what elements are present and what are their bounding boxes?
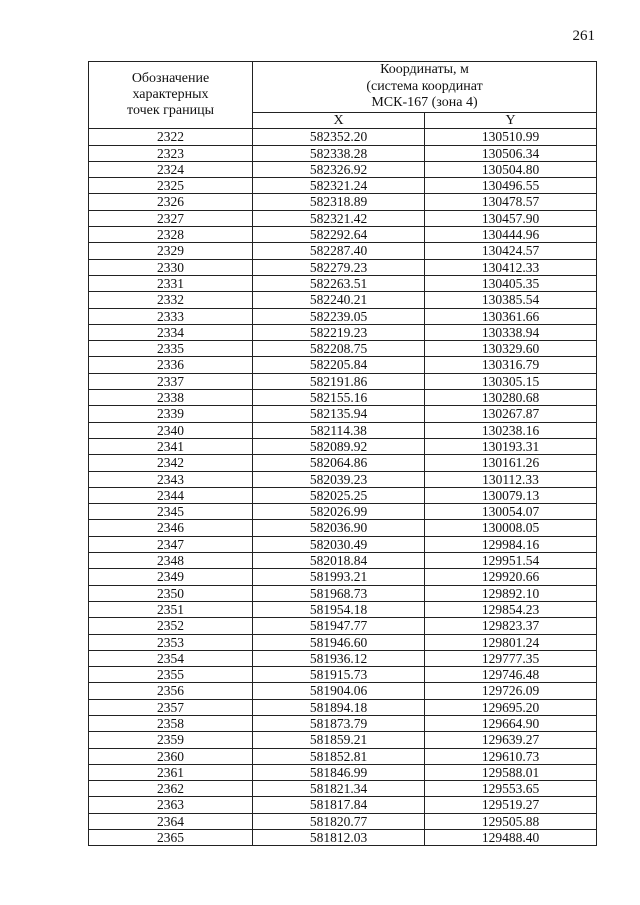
- y-coordinate-cell: 130510.99: [425, 129, 597, 145]
- table-row: [89, 487, 597, 503]
- x-coordinate-cell: 581993.21: [253, 569, 425, 585]
- y-column-header: Y: [425, 113, 597, 129]
- y-coordinate-cell: 130385.54: [425, 292, 597, 308]
- table-row: [89, 715, 597, 731]
- x-coordinate-cell: 582155.16: [253, 390, 425, 406]
- point-header-line: характерных: [132, 87, 209, 103]
- point-number-cell: 2350: [89, 585, 253, 601]
- point-number-cell: 2365: [89, 830, 253, 846]
- table-row: [89, 455, 597, 471]
- table-row: [89, 764, 597, 780]
- point-number-cell: 2363: [89, 797, 253, 813]
- point-number-cell: 2329: [89, 243, 253, 259]
- point-number-cell: 2338: [89, 390, 253, 406]
- x-coordinate-cell: 581936.12: [253, 650, 425, 666]
- point-number-cell: 2356: [89, 683, 253, 699]
- table-row: [89, 308, 597, 324]
- point-number-cell: 2330: [89, 259, 253, 275]
- point-header-line: Обозначение: [131, 71, 210, 87]
- table-row: [89, 781, 597, 797]
- y-coordinate-cell: 130478.57: [425, 194, 597, 210]
- point-number-cell: 2359: [89, 732, 253, 748]
- table-row: [89, 536, 597, 552]
- x-coordinate-cell: 582338.28: [253, 145, 425, 161]
- y-coordinate-cell: 130412.33: [425, 259, 597, 275]
- table-row: [89, 129, 597, 145]
- x-coordinate-cell: 581817.84: [253, 797, 425, 813]
- y-coordinate-cell: 130405.35: [425, 275, 597, 291]
- y-coordinate-cell: 129746.48: [425, 667, 597, 683]
- y-coordinate-cell: 130361.66: [425, 308, 597, 324]
- point-number-cell: 2345: [89, 504, 253, 520]
- y-coordinate-cell: 129854.23: [425, 601, 597, 617]
- y-coordinate-cell: 129777.35: [425, 650, 597, 666]
- x-coordinate-cell: 581954.18: [253, 601, 425, 617]
- y-coordinate-cell: 130316.79: [425, 357, 597, 373]
- x-coordinate-cell: 582352.20: [253, 129, 425, 145]
- point-number-cell: 2346: [89, 520, 253, 536]
- y-coordinate-cell: 129984.16: [425, 536, 597, 552]
- point-number-cell: 2342: [89, 455, 253, 471]
- y-coordinate-cell: 129610.73: [425, 748, 597, 764]
- point-number-cell: 2336: [89, 357, 253, 373]
- y-coordinate-cell: 130054.07: [425, 504, 597, 520]
- table-row: [89, 683, 597, 699]
- y-coordinate-cell: 130238.16: [425, 422, 597, 438]
- coords-header-line: Координаты, м: [380, 62, 469, 78]
- x-coordinate-cell: 582240.21: [253, 292, 425, 308]
- y-coordinate-cell: 129519.27: [425, 797, 597, 813]
- x-coordinate-cell: 582089.92: [253, 438, 425, 454]
- y-coordinate-cell: 130193.31: [425, 438, 597, 454]
- point-designation-header: [89, 62, 253, 129]
- y-coordinate-cell: 129823.37: [425, 618, 597, 634]
- x-coordinate-cell: 582219.23: [253, 324, 425, 340]
- table-row: [89, 227, 597, 243]
- point-number-cell: 2331: [89, 275, 253, 291]
- point-number-cell: 2337: [89, 373, 253, 389]
- table-row: [89, 553, 597, 569]
- point-number-cell: 2351: [89, 601, 253, 617]
- y-coordinate-cell: 129488.40: [425, 830, 597, 846]
- x-coordinate-cell: 581904.06: [253, 683, 425, 699]
- y-coordinate-cell: 130267.87: [425, 406, 597, 422]
- table-row: [89, 569, 597, 585]
- y-coordinate-cell: 129951.54: [425, 553, 597, 569]
- table-row: [89, 324, 597, 340]
- y-coordinate-cell: 130161.26: [425, 455, 597, 471]
- point-number-cell: 2332: [89, 292, 253, 308]
- coords-header-line: МСК-167 (зона 4): [371, 95, 478, 111]
- table-row: [89, 422, 597, 438]
- page-number: 261: [572, 28, 595, 44]
- x-coordinate-cell: 581846.99: [253, 764, 425, 780]
- table-row: [89, 292, 597, 308]
- x-coordinate-cell: 582025.25: [253, 487, 425, 503]
- x-coordinate-cell: 581968.73: [253, 585, 425, 601]
- table-row: [89, 732, 597, 748]
- point-number-cell: 2360: [89, 748, 253, 764]
- point-number-cell: 2349: [89, 569, 253, 585]
- x-coordinate-cell: 582326.92: [253, 161, 425, 177]
- y-coordinate-cell: 130280.68: [425, 390, 597, 406]
- point-number-cell: 2322: [89, 129, 253, 145]
- x-coordinate-cell: 581946.60: [253, 634, 425, 650]
- point-number-cell: 2323: [89, 145, 253, 161]
- x-coordinate-cell: 581820.77: [253, 813, 425, 829]
- point-number-cell: 2334: [89, 324, 253, 340]
- table-header: [89, 62, 597, 129]
- y-coordinate-cell: 130496.55: [425, 178, 597, 194]
- table-row: [89, 161, 597, 177]
- point-number-cell: 2328: [89, 227, 253, 243]
- y-coordinate-cell: 130506.34: [425, 145, 597, 161]
- point-number-cell: 2324: [89, 161, 253, 177]
- x-coordinate-cell: 582321.42: [253, 210, 425, 226]
- x-coordinate-cell: 582208.75: [253, 341, 425, 357]
- point-number-cell: 2333: [89, 308, 253, 324]
- x-coordinate-cell: 581947.77: [253, 618, 425, 634]
- point-number-cell: 2325: [89, 178, 253, 194]
- table-row: [89, 650, 597, 666]
- table-row: [89, 406, 597, 422]
- table-row: [89, 243, 597, 259]
- x-coordinate-cell: 582205.84: [253, 357, 425, 373]
- boundary-coordinates-table: [88, 61, 597, 846]
- table-row: [89, 178, 597, 194]
- point-number-cell: 2358: [89, 715, 253, 731]
- point-number-cell: 2353: [89, 634, 253, 650]
- point-number-cell: 2326: [89, 194, 253, 210]
- x-coordinate-cell: 582318.89: [253, 194, 425, 210]
- table-row: [89, 357, 597, 373]
- table-row: [89, 830, 597, 846]
- point-number-cell: 2352: [89, 618, 253, 634]
- table-row: [89, 194, 597, 210]
- y-coordinate-cell: 130504.80: [425, 161, 597, 177]
- point-number-cell: 2343: [89, 471, 253, 487]
- point-number-cell: 2355: [89, 667, 253, 683]
- y-coordinate-cell: 130338.94: [425, 324, 597, 340]
- x-coordinate-cell: 581852.81: [253, 748, 425, 764]
- point-number-cell: 2339: [89, 406, 253, 422]
- point-number-cell: 2362: [89, 781, 253, 797]
- x-coordinate-cell: 581812.03: [253, 830, 425, 846]
- x-coordinate-cell: 582321.24: [253, 178, 425, 194]
- y-coordinate-cell: 129639.27: [425, 732, 597, 748]
- table-row: [89, 797, 597, 813]
- y-coordinate-cell: 129505.88: [425, 813, 597, 829]
- y-coordinate-cell: 130444.96: [425, 227, 597, 243]
- table-row: [89, 813, 597, 829]
- table-row: [89, 618, 597, 634]
- x-coordinate-cell: 582239.05: [253, 308, 425, 324]
- table-row: [89, 699, 597, 715]
- table-row: [89, 748, 597, 764]
- y-coordinate-cell: 129801.24: [425, 634, 597, 650]
- x-column-header: X: [253, 113, 425, 129]
- x-coordinate-cell: 581894.18: [253, 699, 425, 715]
- table-body: [89, 129, 597, 846]
- x-coordinate-cell: 582287.40: [253, 243, 425, 259]
- point-number-cell: 2341: [89, 438, 253, 454]
- table-row: [89, 210, 597, 226]
- y-coordinate-cell: 130424.57: [425, 243, 597, 259]
- table-row: [89, 259, 597, 275]
- table-row: [89, 471, 597, 487]
- table-row: [89, 667, 597, 683]
- point-number-cell: 2364: [89, 813, 253, 829]
- y-coordinate-cell: 130008.05: [425, 520, 597, 536]
- x-coordinate-cell: 582263.51: [253, 275, 425, 291]
- point-number-cell: 2344: [89, 487, 253, 503]
- y-coordinate-cell: 130457.90: [425, 210, 597, 226]
- y-coordinate-cell: 129892.10: [425, 585, 597, 601]
- point-number-cell: 2347: [89, 536, 253, 552]
- x-coordinate-cell: 582191.86: [253, 373, 425, 389]
- coords-header-line: (система координат: [366, 78, 483, 94]
- x-coordinate-cell: 582135.94: [253, 406, 425, 422]
- x-coordinate-cell: 582064.86: [253, 455, 425, 471]
- point-number-cell: 2357: [89, 699, 253, 715]
- x-coordinate-cell: 582039.23: [253, 471, 425, 487]
- table-row: [89, 601, 597, 617]
- point-header-line: точек границы: [127, 103, 214, 119]
- x-coordinate-cell: 582018.84: [253, 553, 425, 569]
- table-row: [89, 438, 597, 454]
- y-coordinate-cell: 129920.66: [425, 569, 597, 585]
- table-row: [89, 275, 597, 291]
- table-row: [89, 390, 597, 406]
- y-coordinate-cell: 130305.15: [425, 373, 597, 389]
- x-coordinate-cell: 581915.73: [253, 667, 425, 683]
- y-coordinate-cell: 129695.20: [425, 699, 597, 715]
- x-coordinate-cell: 581873.79: [253, 715, 425, 731]
- y-coordinate-cell: 130079.13: [425, 487, 597, 503]
- point-number-cell: 2335: [89, 341, 253, 357]
- point-number-cell: 2340: [89, 422, 253, 438]
- table-row: [89, 145, 597, 161]
- y-coordinate-cell: 129553.65: [425, 781, 597, 797]
- y-coordinate-cell: 129588.01: [425, 764, 597, 780]
- table-row: [89, 373, 597, 389]
- y-coordinate-cell: 129664.90: [425, 715, 597, 731]
- x-coordinate-cell: 581859.21: [253, 732, 425, 748]
- coordinates-header: [253, 62, 597, 113]
- table-row: [89, 634, 597, 650]
- x-coordinate-cell: 582036.90: [253, 520, 425, 536]
- x-coordinate-cell: 581821.34: [253, 781, 425, 797]
- table-row: [89, 504, 597, 520]
- x-coordinate-cell: 582292.64: [253, 227, 425, 243]
- x-coordinate-cell: 582030.49: [253, 536, 425, 552]
- point-number-cell: 2348: [89, 553, 253, 569]
- point-number-cell: 2354: [89, 650, 253, 666]
- point-number-cell: 2361: [89, 764, 253, 780]
- table-row: [89, 341, 597, 357]
- x-coordinate-cell: 582279.23: [253, 259, 425, 275]
- y-coordinate-cell: 129726.09: [425, 683, 597, 699]
- y-coordinate-cell: 130329.60: [425, 341, 597, 357]
- y-coordinate-cell: 130112.33: [425, 471, 597, 487]
- point-number-cell: 2327: [89, 210, 253, 226]
- x-coordinate-cell: 582026.99: [253, 504, 425, 520]
- table-row: [89, 520, 597, 536]
- header-row-top: [89, 62, 597, 113]
- x-coordinate-cell: 582114.38: [253, 422, 425, 438]
- table-row: [89, 585, 597, 601]
